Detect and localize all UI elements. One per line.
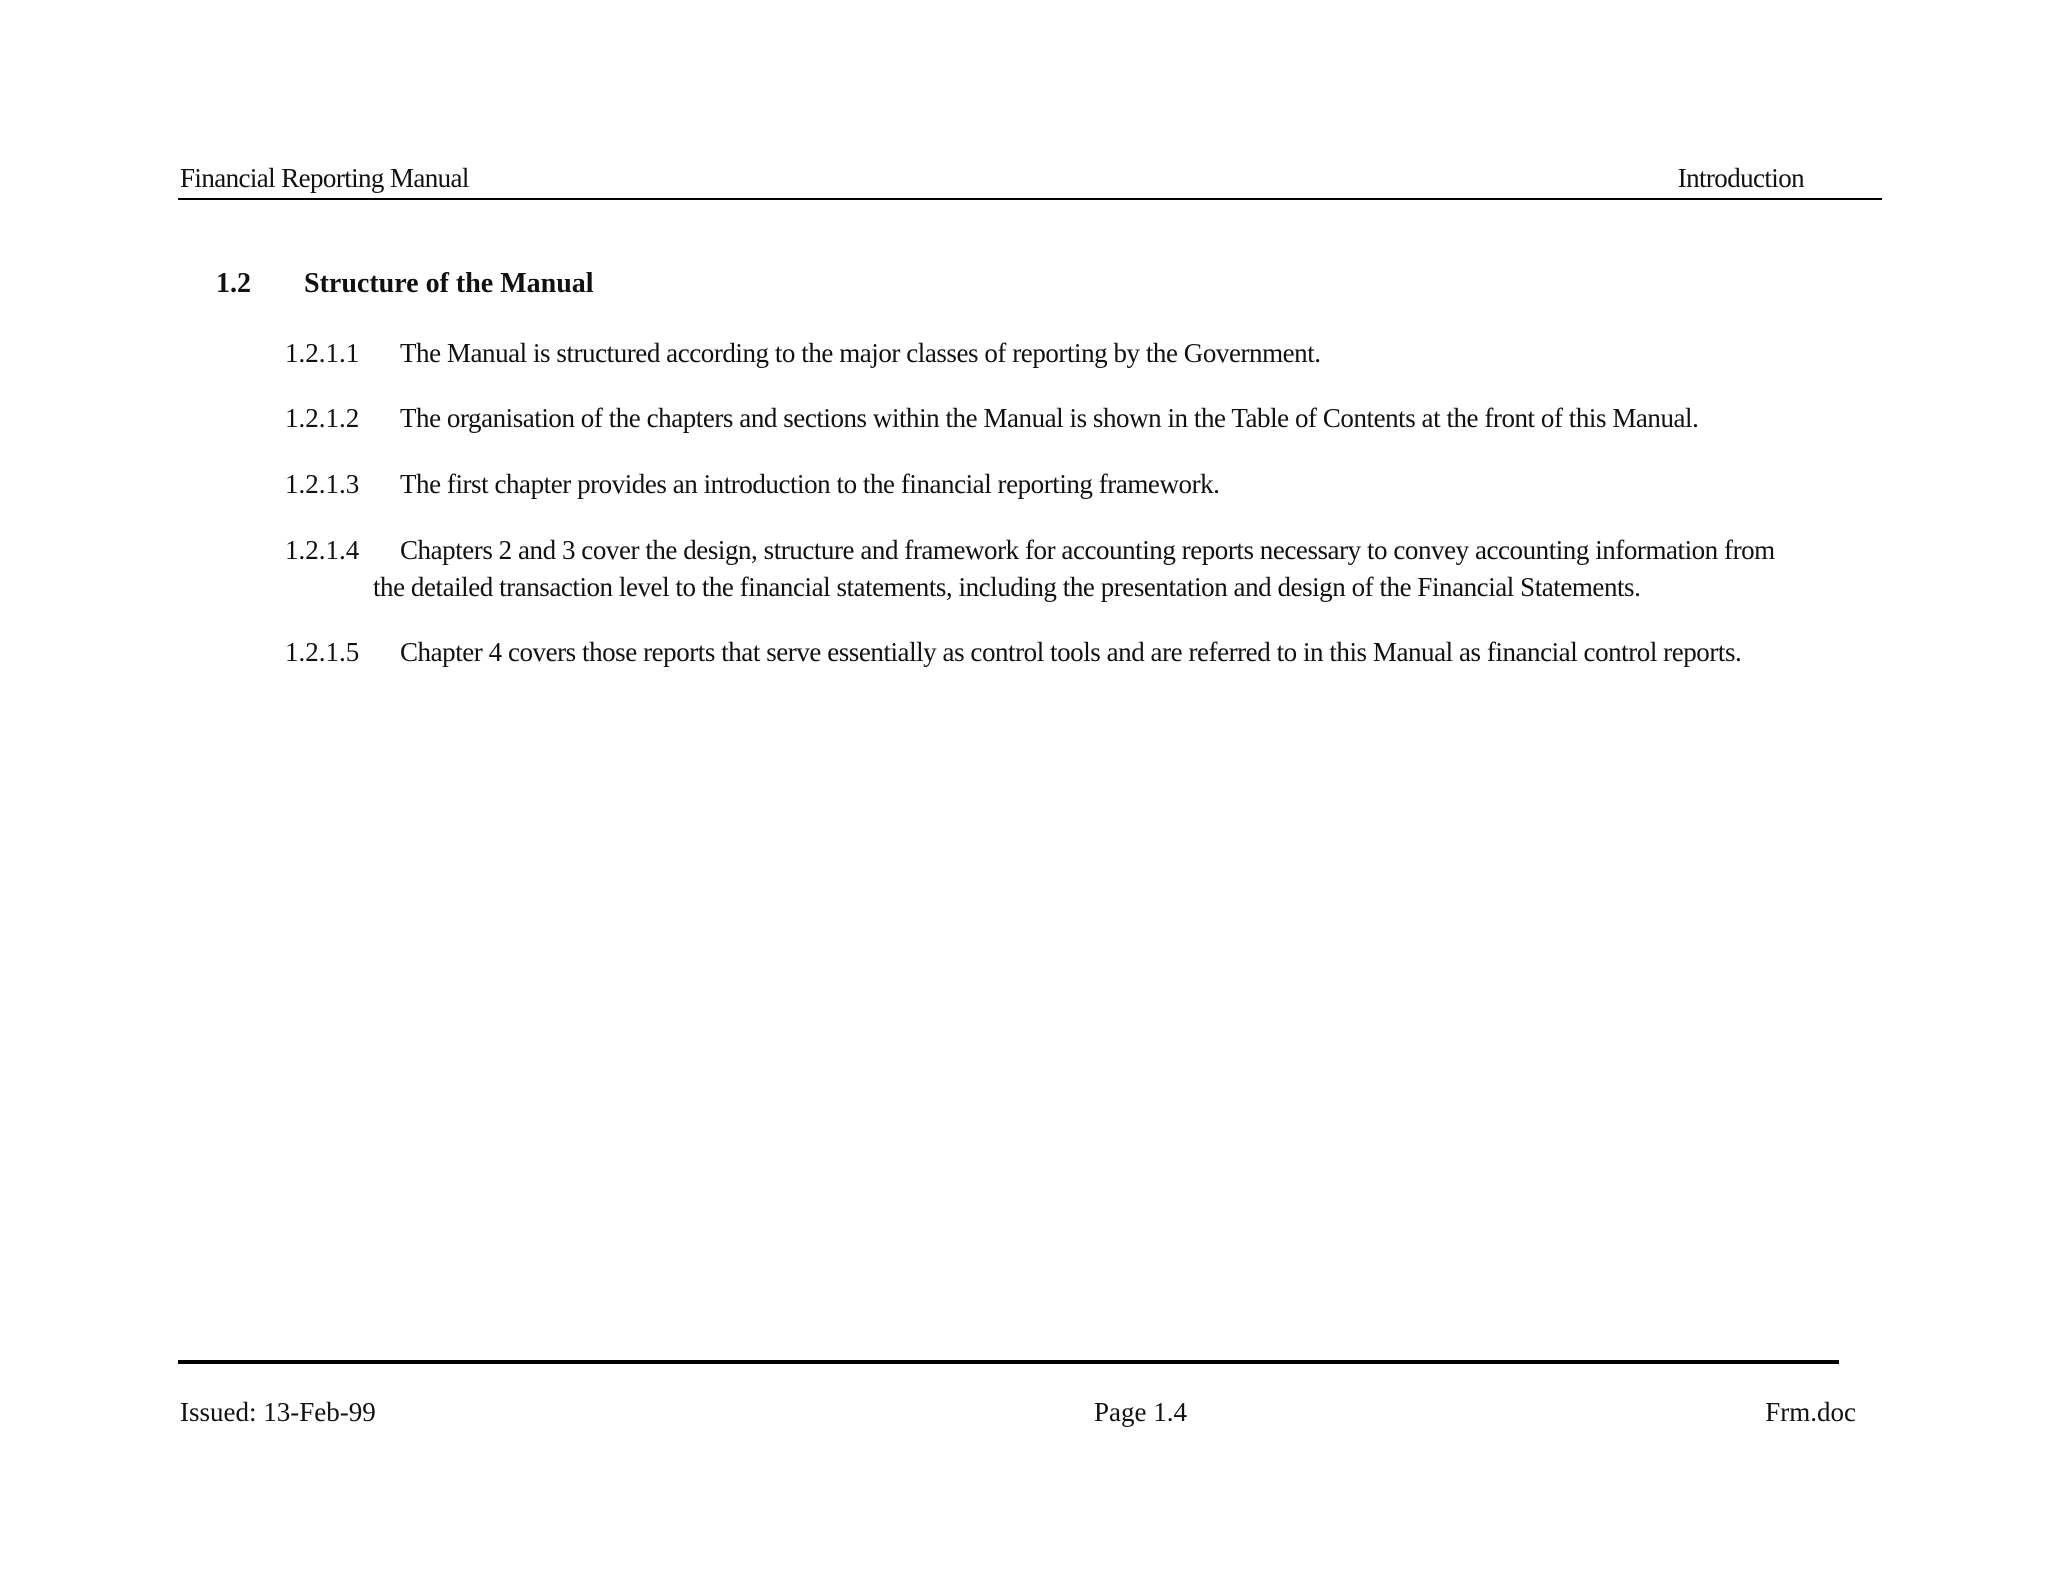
paragraph-number: 1.2.1.3 xyxy=(285,469,360,499)
paragraph-text: Chapters 2 and 3 cover the design, structure and framework for accounting reports necessary to convey accounting information from xyxy=(400,535,1775,565)
header-chapter-title: Introduction xyxy=(1677,163,1804,193)
page-header xyxy=(178,158,1882,200)
footer-issued-date: Issued: 13-Feb-99 xyxy=(180,1397,376,1427)
paragraph xyxy=(285,400,1885,437)
paragraph-text: The first chapter provides an introduction to the financial reporting framework. xyxy=(400,469,1220,499)
header-manual-title: Financial Reporting Manual xyxy=(180,163,469,193)
paragraph-text: The Manual is structured according to the major classes of reporting by the Government. xyxy=(400,338,1321,368)
section-heading xyxy=(216,268,594,300)
section-title: Structure of the Manual xyxy=(304,268,594,299)
paragraph-text: The organisation of the chapters and sections within the Manual is shown in the Table of Contents at the front of this Manual. xyxy=(400,403,1699,433)
paragraph-text: Chapter 4 covers those reports that serve essentially as control tools and are referred to in this Manual as financial control reports. xyxy=(400,637,1742,667)
paragraph-number: 1.2.1.1 xyxy=(285,338,360,368)
paragraph-continuation: the detailed transaction level to the financial statements, including the presentation and design of the Financial Statements. xyxy=(373,572,1641,602)
paragraph xyxy=(285,532,1885,606)
paragraph-number: 1.2.1.4 xyxy=(285,535,360,565)
footer-file-name: Frm.doc xyxy=(1765,1397,1856,1427)
section-number: 1.2 xyxy=(216,268,251,299)
paragraph xyxy=(285,466,1885,503)
footer-rule xyxy=(178,1360,1839,1364)
paragraph xyxy=(285,335,1885,372)
paragraph-number: 1.2.1.2 xyxy=(285,403,360,433)
footer-page-number: Page 1.4 xyxy=(1094,1397,1187,1427)
paragraph-number: 1.2.1.5 xyxy=(285,637,360,667)
paragraph xyxy=(285,634,1885,671)
